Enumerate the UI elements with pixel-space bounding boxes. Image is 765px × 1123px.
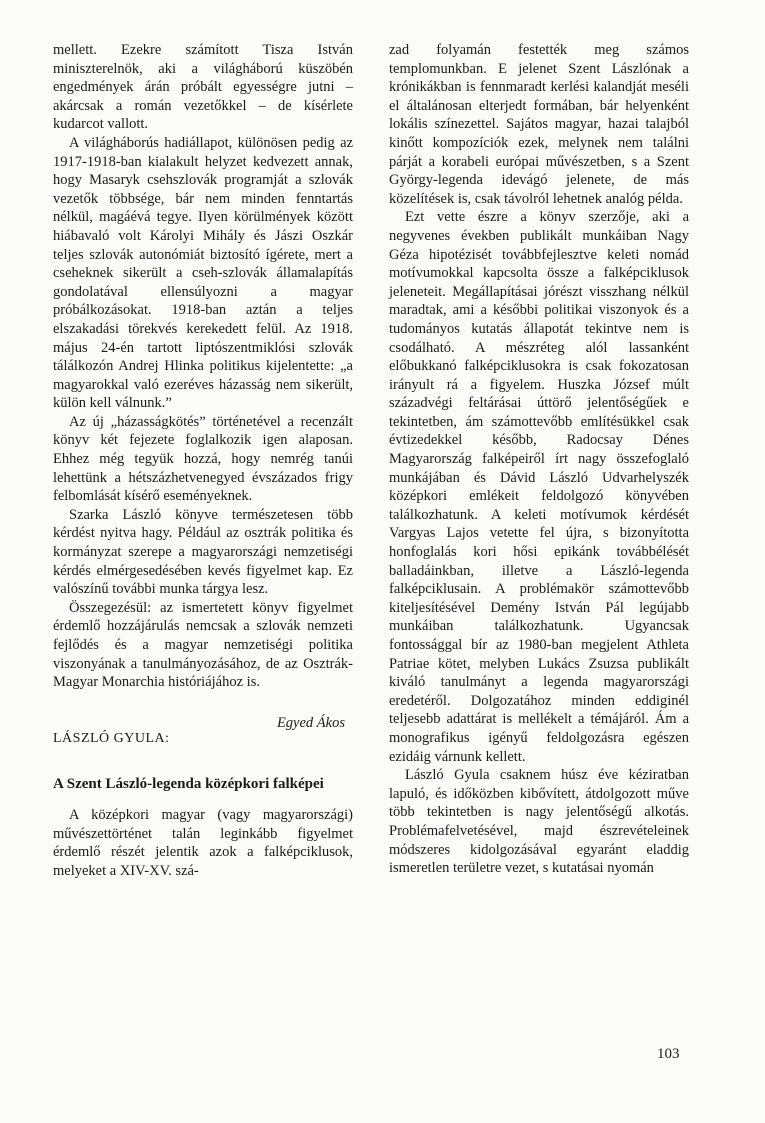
article-title: A Szent László-legenda középkori falképei xyxy=(53,775,324,792)
paragraph: Ezt vette észre a könyv szerzője, aki a negyvenes években publikált munkáiban Nagy Géza hipotézisét továbbfejlesztve keleti nomád motívumokkal kapcsolta össze a falképciklusok jeleneteit. Megállapításai jórészt visszhang nélkül maradtak, ami a későbbi politikai viszonyok és a tudományos kutatás állapotát tekintve nem is csodálható. A mészréteg alól lassanként előbukkanó falképciklusokra is csak fokozatosan irányult rá a figyelem. Huszka József múlt századvégi feltárásai úttörő jelentőségűek e tekintetben, ám számottevőbb említésükkel csak évtizedekkel később, Radocsay Dénes Magyarország falképeiről írt nagy összefoglaló munkájában és Dávid László Udvarhelyszék középkori emlékeit feldolgozó könyvében találkozhatunk. A keleti motívumok kérdését Vargyas Lajos vetette fel újra, s bizonyította honfoglalás kori hősi epikánk továbbélését balladáinkban, illetve a László-legenda falképciklusain. A problémakör számottevőbb kiteljesítésével Demény István Pál legújabb munkáiban találkozhatunk. Ugyancsak fontossággal bír az 1980-ban megjelent Athleta Patriae kötet, melyben Lukács Zsuzsa publikált kiváló tanulmányt a legenda magyarországi eredetéről. Dolgozatához minden eddiginél teljesebb adattárat is mellékelt a témájáról. Ám a monografikus igényű feldolgozásra egészen ezidáig várnunk kellett. xyxy=(389,209,689,765)
paragraph: A világháborús hadiállapot, különösen pedig az 1917-1918-ban kialakult helyzet kedvezett annak, hogy Masaryk csehszlovák programját a szlovák vezetők többsége, bár nem minden fenntartás nélkül, magáévá tegye. Ilyen körülmények között hiábavaló volt Károlyi Mihály és Jászi Oszkár teljes szlovák autonómiát biztosító ígérete, mert a cseheknek sikerült a cseh-szlovák államalapítás gondolatával ellensúlyozni a magyar próbálkozásokat. 1918-ban aztán a teljes elszakadási törekvés kerekedett felül. Az 1918. május 24-én tartott liptószentmiklósi szlovák tálálkozón Andrej Hlinka politikus kijelentette: „a magyarokkal való ezeréves házasság nem sikerült, külön kell válnunk.” xyxy=(53,134,353,412)
left-column xyxy=(53,41,353,880)
page-number: 103 xyxy=(657,1046,680,1062)
paragraph: zad folyamán festették meg számos templomunkban. E jelenet Szent Lászlónak a krónikákban is fennmaradt kerlési kalandját meséli el általánosan elterjedt formában, bár helyenként lokális színezettel. Sajátos magyar, hazai talajból kinőtt kompozíciók ezek, melynek nem találni párját a korabeli európai művészetben, s a Szent György-legenda idevágó jelenete, de más közelítések is, csak távolról lehetnek analóg példa. xyxy=(389,42,689,207)
paragraph: A középkori magyar (vagy magyarországi) művészettörténet talán leginkább figyelmet érdemlő részét jelentik azok a falképciklusok, melyeket a XIV-XV. szá- xyxy=(53,806,353,879)
paragraph: László Gyula csaknem húsz éve kéziratban lapuló, és időközben kibővített, átdolgozott műve több tekintetben is nagy jelentőségű alkotás. Problémafelvetésével, majd észrevételeinek módszeres kidolgozásával egyaránt eladdig ismeretlen területre vezet, s kutatásai nyomán xyxy=(389,767,689,877)
review-signature: Egyed Ákos xyxy=(276,714,345,731)
paragraph: Összegezésül: az ismertetett könyv figyelmet érdemlő hozzájárulás nemcsak a szlovák nemzeti fejlődés és a magyar nemzetiségi politika viszonyának a tanulmányozásához, de az Osztrák-Magyar Monarchia históriájához is. xyxy=(53,599,353,691)
right-column xyxy=(389,41,689,878)
paragraph: Szarka László könyve természetesen több kérdést nyitva hagy. Például az osztrák politika és kormányzat szerepe a magyarországi nemzetiségi kérdés elmérgesedésében kevés figyelmet kap. Ez valószínű további munka tárgya lesz. xyxy=(53,506,353,598)
article-author: LÁSZLÓ GYULA: xyxy=(53,731,170,747)
paragraph: Az új „házasságkötés” történetével a recenzált könyv két fejezete foglalkozik igen alaposan. Ehhez még tegyük hozzá, hogy nemrég tanúi lehettünk a hétszázhetvenegyed évszázados frigy felbomlását kísérő eseményeknek. xyxy=(53,413,353,505)
paragraph: mellett. Ezekre számított Tisza István miniszterelnök, aki a világháború küszöbén engedmények árán próbált egyességre jutni – akárcsak a román vezetőkkel – de kísérlete kudarcot vallott. xyxy=(53,42,353,133)
